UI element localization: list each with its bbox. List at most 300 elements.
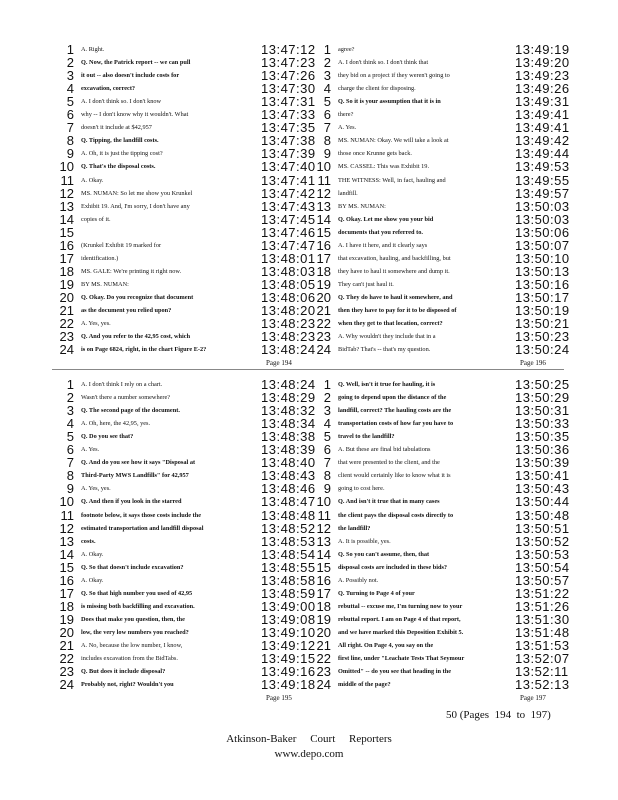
- line-timestamp: 13:49:08: [261, 611, 316, 627]
- line-timestamp: 13:48:47: [261, 494, 316, 510]
- line-timestamp: 13:48:23: [261, 329, 316, 345]
- line-timestamp: 13:47:12: [261, 42, 316, 57]
- line-timestamp: 13:50:10: [515, 250, 570, 266]
- line-text: includes excavation from the BidTabs.: [81, 655, 178, 663]
- line-text: as the document you relied upon?: [81, 307, 172, 314]
- line-number: 18: [59, 263, 74, 279]
- line-number: 3: [323, 68, 331, 84]
- line-text: first line, under "Leachate Tests That Seymour: [338, 655, 465, 663]
- line-number: 1: [66, 42, 74, 57]
- line-number: 8: [323, 133, 331, 149]
- line-number: 24: [59, 677, 74, 693]
- line-number: 7: [323, 455, 331, 471]
- line-number: 19: [59, 611, 74, 627]
- line-number: 5: [66, 94, 74, 110]
- line-number: 10: [316, 159, 331, 175]
- line-timestamp: 13:47:38: [261, 133, 316, 149]
- line-text: middle of the page?: [338, 681, 391, 689]
- page-197-block: [315, 378, 583, 708]
- line-text: Wasn't there a number somewhere?: [81, 394, 171, 402]
- line-text: A. Why wouldn't they include that in a: [338, 333, 436, 341]
- line-number: 10: [59, 494, 74, 510]
- line-text: Exhibit 19. And, I'm sorry, I don't have any: [81, 202, 190, 210]
- line-text: A. Possibly not.: [338, 576, 379, 584]
- line-text: estimated transportation and landfill disposal: [81, 524, 204, 532]
- line-text: Does that make you question, then, the: [81, 615, 185, 623]
- line-timestamp: 13:48:52: [261, 520, 316, 536]
- line-number: 11: [317, 507, 331, 523]
- line-number: 14: [316, 211, 331, 227]
- line-text: Q. Do you see that?: [81, 433, 134, 441]
- line-number: 18: [316, 598, 331, 614]
- line-timestamp: 13:49:31: [515, 94, 570, 110]
- line-text: identification.): [81, 254, 119, 262]
- line-timestamp: 13:47:33: [261, 107, 316, 123]
- line-timestamp: 13:49:41: [515, 120, 570, 136]
- line-number: 12: [59, 185, 74, 201]
- reporter-company: Atkinson-Baker Court Reporters: [226, 733, 392, 745]
- line-timestamp: 13:52:07: [515, 651, 570, 667]
- line-number: 16: [316, 572, 331, 588]
- line-text: copies of it.: [81, 215, 111, 223]
- page-number-label: Page 196: [520, 359, 546, 368]
- line-timestamp: 13:50:54: [515, 559, 570, 575]
- line-timestamp: 13:48:43: [261, 468, 316, 484]
- line-number: 2: [66, 55, 74, 71]
- line-text: MS. NUMAN: So let me show you Krunkel: [81, 189, 193, 197]
- line-timestamp: 13:47:43: [261, 198, 316, 214]
- page-number-label: Page 197: [520, 694, 546, 703]
- line-timestamp: 13:50:21: [515, 316, 570, 332]
- line-timestamp: 13:48:23: [261, 316, 316, 332]
- line-text: the landfill?: [338, 524, 371, 532]
- line-timestamp: 13:51:48: [515, 624, 570, 640]
- line-text: landfill, correct? The hauling costs are the: [338, 407, 452, 415]
- line-text: THE WITNESS: Well, in fact, hauling and: [338, 176, 446, 184]
- line-timestamp: 13:49:55: [515, 172, 570, 188]
- line-text: Q. Okay. Do you recognize that document: [81, 293, 194, 301]
- line-number: 24: [59, 342, 74, 358]
- line-number: 6: [66, 107, 74, 123]
- line-text: going to depend upon the distance of the: [338, 394, 447, 402]
- line-timestamp: 13:48:29: [261, 390, 316, 406]
- line-number: 20: [59, 624, 74, 640]
- line-text: it out -- also doesn't include costs for: [81, 72, 180, 80]
- line-text: low, the very low numbers you reached?: [81, 628, 189, 636]
- line-timestamp: 13:49:18: [261, 677, 316, 693]
- line-text: MS. CASSEL: This was Exhibit 19.: [338, 163, 430, 171]
- line-text: why -- I don't know why it wouldn't. What: [81, 111, 189, 119]
- line-timestamp: 13:48:24: [261, 377, 316, 392]
- line-text: Q. So that doesn't include excavation?: [81, 563, 184, 571]
- line-text: A. Okay.: [81, 176, 104, 184]
- line-number: 23: [316, 329, 331, 345]
- line-number: 23: [316, 664, 331, 680]
- line-timestamp: 13:48:03: [261, 263, 316, 279]
- line-text: Omitted" -- do you see that heading in the: [338, 668, 451, 676]
- line-timestamp: 13:50:07: [515, 237, 570, 253]
- line-number: 17: [59, 585, 74, 601]
- line-text: when they get to that location, correct?: [338, 320, 443, 328]
- line-text: landfill.: [338, 189, 358, 197]
- line-number: 10: [316, 494, 331, 510]
- line-text: they have to haul it somewhere and dump it.: [338, 267, 450, 275]
- line-number: 17: [316, 585, 331, 601]
- line-text: Q. So it is your assumption that it is in: [338, 98, 441, 106]
- line-timestamp: 13:50:44: [515, 494, 570, 510]
- line-number: 22: [316, 651, 331, 667]
- line-timestamp: 13:51:30: [515, 611, 570, 627]
- page-194-block: [58, 43, 326, 373]
- line-number: 15: [59, 559, 74, 575]
- line-number: 8: [66, 133, 74, 149]
- line-text: doesn't it include at $42,957: [81, 124, 152, 132]
- line-number: 4: [323, 416, 331, 432]
- line-text: A. It is possible, yes.: [338, 537, 391, 545]
- line-text: Q. So you can't assume, then, that: [338, 550, 430, 558]
- line-text: A. Okay.: [81, 550, 104, 558]
- line-text: A. No, because the low number, I know,: [81, 642, 183, 649]
- line-number: 6: [323, 442, 331, 458]
- line-timestamp: 13:52:11: [515, 664, 569, 680]
- line-timestamp: 13:50:41: [515, 468, 570, 484]
- line-timestamp: 13:52:13: [515, 677, 570, 693]
- line-number: 3: [66, 68, 74, 84]
- line-number: 13: [316, 533, 331, 549]
- line-timestamp: 13:48:06: [261, 289, 316, 305]
- line-timestamp: 13:48:05: [261, 276, 316, 292]
- line-timestamp: 13:47:47: [261, 237, 316, 253]
- line-text: Q. They do have to haul it somewhere, and: [338, 293, 453, 301]
- line-timestamp: 13:48:34: [261, 416, 316, 432]
- line-timestamp: 13:48:39: [261, 442, 316, 458]
- line-timestamp: 13:48:54: [261, 546, 316, 562]
- line-timestamp: 13:48:32: [261, 403, 316, 419]
- line-timestamp: 13:50:25: [515, 377, 570, 392]
- line-text: that excavation, hauling, and backfilling, but: [338, 254, 451, 262]
- line-number: 1: [323, 42, 331, 57]
- line-timestamp: 13:49:26: [515, 81, 570, 97]
- line-number: 12: [316, 520, 331, 536]
- line-number: 1: [323, 377, 331, 392]
- line-timestamp: 13:49:57: [515, 185, 570, 201]
- line-timestamp: 13:50:36: [515, 442, 570, 458]
- line-text: Q. Okay. Let me show you your bid: [338, 215, 434, 223]
- line-number: 1: [66, 377, 74, 392]
- line-number: 3: [66, 403, 74, 419]
- line-timestamp: 13:49:42: [515, 133, 570, 149]
- line-timestamp: 13:49:19: [515, 42, 570, 57]
- line-text: MS. GALE: We're printing it right now.: [81, 267, 182, 275]
- line-text: BidTab? That's -- that's my question.: [338, 346, 431, 354]
- line-text: Q. Well, isn't it true for hauling, it is: [338, 381, 436, 388]
- line-timestamp: 13:50:17: [515, 289, 570, 305]
- line-text: (Krunkel Exhibit 19 marked for: [81, 241, 162, 249]
- line-timestamp: 13:50:13: [515, 263, 570, 279]
- line-text: Q. Turning to Page 4 of your: [338, 589, 415, 597]
- line-timestamp: 13:49:16: [261, 664, 316, 680]
- line-text: is on Page 6824, right, in the chart Figure E-2?: [81, 346, 207, 354]
- line-text: charge the client for disposing.: [338, 85, 416, 93]
- line-text: Q. But does it include disposal?: [81, 668, 166, 676]
- line-number: 12: [59, 520, 74, 536]
- line-number: 15: [59, 224, 74, 240]
- line-timestamp: 13:49:12: [261, 638, 316, 653]
- line-number: 12: [316, 185, 331, 201]
- line-text: the client pays the disposal costs directly to: [338, 511, 454, 519]
- line-number: 21: [59, 303, 74, 318]
- line-timestamp: 13:50:31: [515, 403, 570, 419]
- transcript-line: [58, 678, 326, 692]
- transcript-line: [315, 678, 583, 692]
- line-number: 24: [316, 677, 331, 693]
- line-timestamp: 13:47:42: [261, 185, 316, 201]
- line-timestamp: 13:48:55: [261, 559, 316, 575]
- line-number: 5: [66, 429, 74, 445]
- line-text: rebuttal -- excuse me, I'm turning now to your: [338, 602, 463, 610]
- line-text: Third-Party MWS Landfills" for 42,957: [81, 472, 189, 480]
- line-number: 15: [316, 559, 331, 575]
- line-timestamp: 13:49:10: [261, 624, 316, 640]
- line-text: A. Yes, yes.: [81, 320, 111, 328]
- line-number: 3: [323, 403, 331, 419]
- line-timestamp: 13:48:53: [261, 533, 316, 549]
- line-number: 4: [66, 81, 74, 97]
- line-text: documents that you referred to.: [338, 228, 423, 236]
- line-number: 15: [316, 224, 331, 240]
- line-text: Q. And do you see how it says "Disposal at: [81, 459, 196, 467]
- line-number: 22: [59, 651, 74, 667]
- line-number: 20: [316, 624, 331, 640]
- line-number: 2: [66, 390, 74, 406]
- line-timestamp: 13:50:23: [515, 329, 570, 345]
- line-timestamp: 13:50:53: [515, 546, 570, 562]
- line-timestamp: 13:47:40: [261, 159, 316, 175]
- line-text: there?: [338, 111, 354, 119]
- line-text: they bid on a project if they weren't going to: [338, 72, 450, 80]
- line-timestamp: 13:50:43: [515, 481, 570, 497]
- line-text: Q. And then if you look in the starred: [81, 498, 182, 506]
- page-196-block: [315, 43, 583, 373]
- line-timestamp: 13:50:29: [515, 390, 570, 406]
- line-timestamp: 13:50:57: [515, 572, 570, 588]
- line-number: 21: [59, 638, 74, 653]
- line-text: Probably not, right? Wouldn't you: [81, 681, 174, 689]
- line-text: They can't just haul it.: [338, 280, 394, 288]
- line-number: 23: [59, 329, 74, 345]
- line-timestamp: 13:50:24: [515, 342, 570, 358]
- line-timestamp: 13:50:03: [515, 198, 570, 214]
- line-timestamp: 13:47:30: [261, 81, 316, 97]
- line-timestamp: 13:47:39: [261, 146, 316, 162]
- line-number: 13: [316, 198, 331, 214]
- line-number: 14: [59, 211, 74, 227]
- line-text: A. Yes.: [338, 124, 357, 132]
- line-timestamp: 13:49:15: [261, 651, 316, 667]
- line-number: 7: [66, 455, 74, 471]
- line-text: Q. And isn't it true that in many cases: [338, 498, 440, 506]
- line-timestamp: 13:48:46: [261, 481, 316, 497]
- line-timestamp: 13:49:00: [261, 598, 316, 614]
- page-195-block: [58, 378, 326, 708]
- line-number: 19: [59, 276, 74, 292]
- line-number: 21: [316, 303, 331, 318]
- line-text: A. I have it here, and it clearly says: [338, 241, 428, 249]
- line-text: Q. That's the disposal costs.: [81, 163, 156, 171]
- line-text: client would certainly like to know what it is: [338, 472, 451, 480]
- line-timestamp: 13:48:20: [261, 303, 316, 318]
- line-number: 7: [66, 120, 74, 136]
- line-number: 22: [59, 316, 74, 332]
- line-number: 7: [323, 120, 331, 136]
- line-timestamp: 13:50:51: [515, 520, 570, 536]
- line-text: A. I don't think so. I don't think that: [338, 59, 429, 67]
- line-text: All right. On Page 4, you say on the: [338, 642, 434, 649]
- line-text: footnote below, it says those costs include the: [81, 511, 201, 519]
- line-timestamp: 13:50:52: [515, 533, 570, 549]
- line-text: excavation, correct?: [81, 85, 136, 93]
- line-text: A. Yes, yes.: [81, 485, 111, 493]
- line-number: 2: [323, 390, 331, 406]
- line-number: 9: [66, 481, 74, 497]
- line-timestamp: 13:47:31: [261, 94, 316, 110]
- line-number: 11: [317, 172, 331, 188]
- line-text: those once Krunne gets back.: [338, 150, 412, 158]
- line-timestamp: 13:50:19: [515, 303, 570, 318]
- line-number: 20: [316, 289, 331, 305]
- line-number: 13: [59, 198, 74, 214]
- line-timestamp: 13:50:33: [515, 416, 570, 432]
- line-text: A. Right.: [81, 46, 105, 53]
- line-timestamp: 13:51:26: [515, 598, 570, 614]
- line-timestamp: 13:49:20: [515, 55, 570, 71]
- line-timestamp: 13:48:24: [261, 342, 316, 358]
- line-number: 17: [59, 250, 74, 266]
- line-text: A. But these are final bid tabulations: [338, 446, 431, 454]
- line-number: 14: [59, 546, 74, 562]
- line-number: 10: [59, 159, 74, 175]
- line-text: Q. Tipping, the landfill costs.: [81, 137, 159, 145]
- line-text: disposal costs are included in these bids?: [338, 563, 448, 571]
- line-text: travel to the landfill?: [338, 433, 395, 441]
- line-text: A. Oh, here, the 42,95, yes.: [81, 420, 151, 428]
- line-text: BY MS. NUMAN:: [81, 280, 129, 288]
- line-number: 20: [59, 289, 74, 305]
- line-text: rebuttal report. I am on Page 4 of that report,: [338, 615, 461, 623]
- line-text: A. I don't think so. I don't know: [81, 98, 162, 106]
- line-timestamp: 13:47:45: [261, 211, 316, 227]
- line-number: 13: [59, 533, 74, 549]
- line-timestamp: 13:50:35: [515, 429, 570, 445]
- line-timestamp: 13:47:35: [261, 120, 316, 136]
- line-number: 22: [316, 316, 331, 332]
- line-timestamp: 13:47:23: [261, 55, 316, 71]
- line-text: and we have marked this Deposition Exhibit 5.: [338, 628, 464, 636]
- line-timestamp: 13:50:06: [515, 224, 570, 240]
- line-number: 21: [316, 638, 331, 653]
- line-timestamp: 13:50:16: [515, 276, 570, 292]
- line-timestamp: 13:50:48: [515, 507, 570, 523]
- line-text: A. I don't think I rely on a chart.: [81, 381, 163, 388]
- line-number: 8: [323, 468, 331, 484]
- page-divider: [52, 369, 564, 370]
- line-text: Q. The second page of the document.: [81, 407, 180, 415]
- line-timestamp: 13:50:39: [515, 455, 570, 471]
- line-timestamp: 13:47:46: [261, 224, 316, 240]
- line-number: 5: [323, 429, 331, 445]
- line-number: 6: [323, 107, 331, 123]
- reporter-website: www.depo.com: [274, 748, 344, 760]
- line-number: 16: [59, 572, 74, 588]
- line-number: 16: [316, 237, 331, 253]
- line-timestamp: 13:49:53: [515, 159, 570, 175]
- line-timestamp: 13:48:40: [261, 455, 316, 471]
- line-number: 16: [59, 237, 74, 253]
- line-text: that were presented to the client, and the: [338, 459, 440, 467]
- line-text: A. Oh, it is just the tipping cost?: [81, 150, 163, 158]
- line-number: 17: [316, 250, 331, 266]
- line-number: 18: [59, 598, 74, 614]
- line-number: 4: [323, 81, 331, 97]
- line-text: Q. Now, the Patrick report -- we can pull: [81, 59, 191, 67]
- line-timestamp: 13:49:23: [515, 68, 570, 84]
- line-timestamp: 13:48:58: [261, 572, 316, 588]
- line-timestamp: 13:48:01: [261, 250, 316, 266]
- line-number: 24: [316, 342, 331, 358]
- line-text: agree?: [338, 46, 355, 53]
- page-number-label: Page 194: [266, 359, 292, 368]
- line-timestamp: 13:47:26: [261, 68, 316, 84]
- line-number: 4: [66, 416, 74, 432]
- line-text: then they have to pay for it to be disposed of: [338, 307, 457, 314]
- line-text: is missing both backfilling and excavation.: [81, 602, 195, 610]
- line-number: 19: [316, 276, 331, 292]
- line-text: BY MS. NUMAN:: [338, 202, 386, 210]
- line-number: 11: [60, 507, 74, 523]
- line-timestamp: 13:51:53: [515, 638, 570, 653]
- line-timestamp: 13:48:38: [261, 429, 316, 445]
- line-number: 18: [316, 263, 331, 279]
- line-text: going to cost here.: [338, 485, 385, 493]
- line-timestamp: 13:50:03: [515, 211, 570, 227]
- transcript-line: [315, 343, 583, 357]
- line-text: A. Okay.: [81, 576, 104, 584]
- line-number: 23: [59, 664, 74, 680]
- line-text: Q. So that high number you used of 42,95: [81, 589, 193, 597]
- line-text: A. Yes.: [81, 446, 100, 454]
- line-text: costs.: [81, 537, 96, 545]
- line-number: 9: [66, 146, 74, 162]
- line-number: 9: [323, 146, 331, 162]
- line-number: 8: [66, 468, 74, 484]
- line-number: 14: [316, 546, 331, 562]
- line-text: Q. And you refer to the 42,95 cost, which: [81, 333, 191, 341]
- transcript-line: [58, 343, 326, 357]
- line-number: 5: [323, 94, 331, 110]
- line-text: transportation costs of how far you have to: [338, 420, 454, 428]
- line-timestamp: 13:51:22: [515, 585, 570, 601]
- line-timestamp: 13:49:44: [515, 146, 570, 162]
- line-number: 11: [60, 172, 74, 188]
- line-number: 6: [66, 442, 74, 458]
- line-number: 19: [316, 611, 331, 627]
- line-timestamp: 13:49:41: [515, 107, 570, 123]
- line-timestamp: 13:48:48: [261, 507, 316, 523]
- page-number-label: Page 195: [266, 694, 292, 703]
- line-timestamp: 13:48:59: [261, 585, 316, 601]
- line-number: 9: [323, 481, 331, 497]
- page-range-summary: 50 (Pages 194 to 197): [446, 709, 551, 721]
